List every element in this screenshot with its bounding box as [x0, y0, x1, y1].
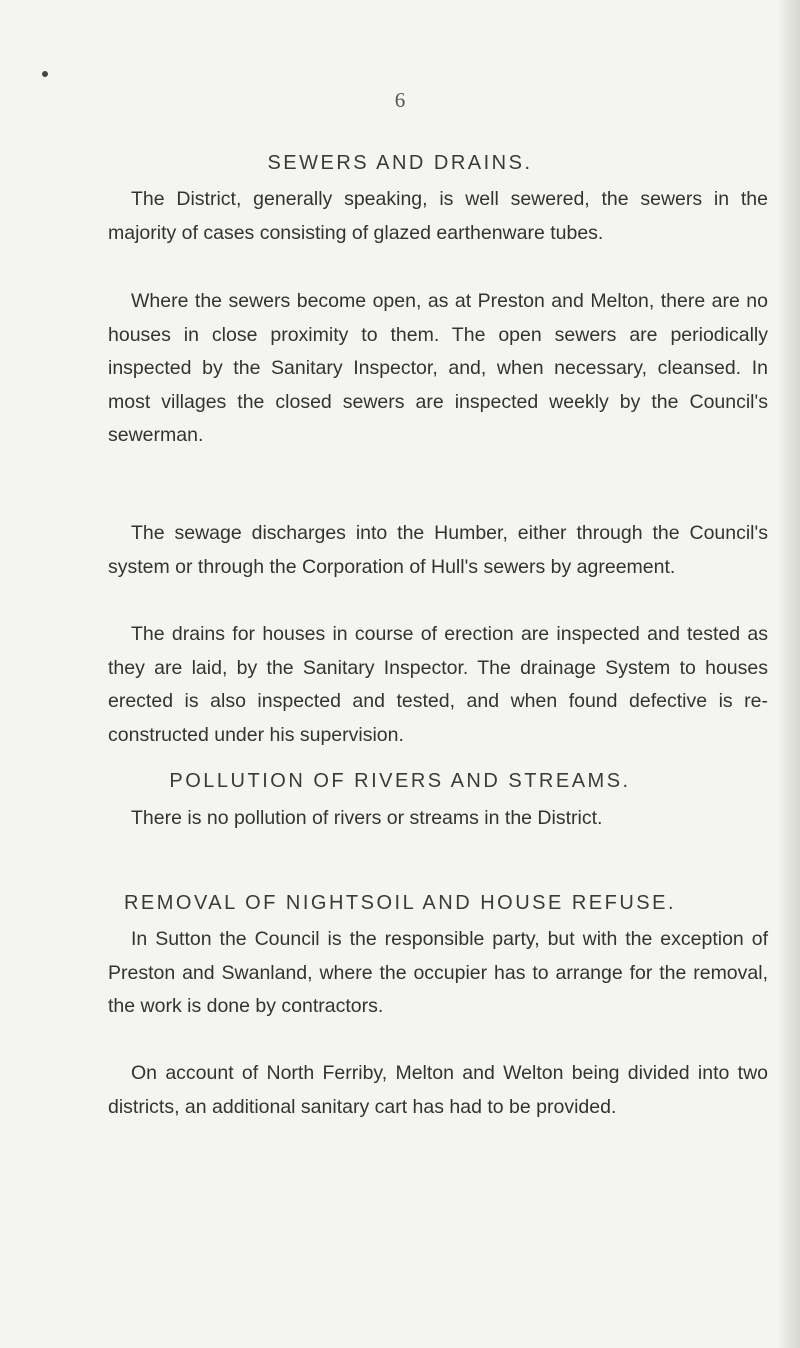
page-edge-shadow	[778, 0, 800, 1348]
section-heading-removal: REMOVAL OF NIGHTSOIL AND HOUSE REFUSE.	[123, 892, 677, 914]
page-number: 6	[394, 88, 406, 112]
section-heading-pollution: POLLUTION OF RIVERS AND STREAMS.	[169, 770, 631, 792]
paragraph-sewers-3: The sewage discharges into the Humber, either through the Council's system or through the Corporation of Hull's sewers by agreement.	[108, 522, 768, 578]
paragraph-pollution-1: There is no pollution of rivers or streams in the District.	[131, 807, 603, 829]
ink-spot	[42, 71, 48, 77]
paragraph-sewers-2: Where the sewers become open, as at Preston and Melton, there are no houses in close proximity to them. The open sewers are periodically inspected by the Sanitary Inspector, and, when necessary, cleansed. In most villages the closed sewers are inspected weekly by the Council's sewerman.	[108, 290, 768, 446]
paragraph-sewers-1: The District, generally speaking, is well sewered, the sewers in the majority of cases consisting of glazed earthenware tubes.	[108, 188, 768, 244]
paragraph-removal-2: On account of North Ferriby, Melton and Welton being divided into two districts, an additional sanitary cart has had to be provided.	[108, 1062, 768, 1118]
paragraph-sewers-4: The drains for houses in course of erection are inspected and tested as they are laid, by the Sanitary Inspector. The drainage System to houses erected is also inspected and tested, and when found defective is re-constructed under his supervision.	[108, 623, 768, 746]
section-heading-sewers: SEWERS AND DRAINS.	[267, 152, 533, 174]
paragraph-removal-1: In Sutton the Council is the responsible party, but with the exception of Preston and Swanland, where the occupier has to arrange for the removal, the work is done by contractors.	[108, 928, 768, 1017]
